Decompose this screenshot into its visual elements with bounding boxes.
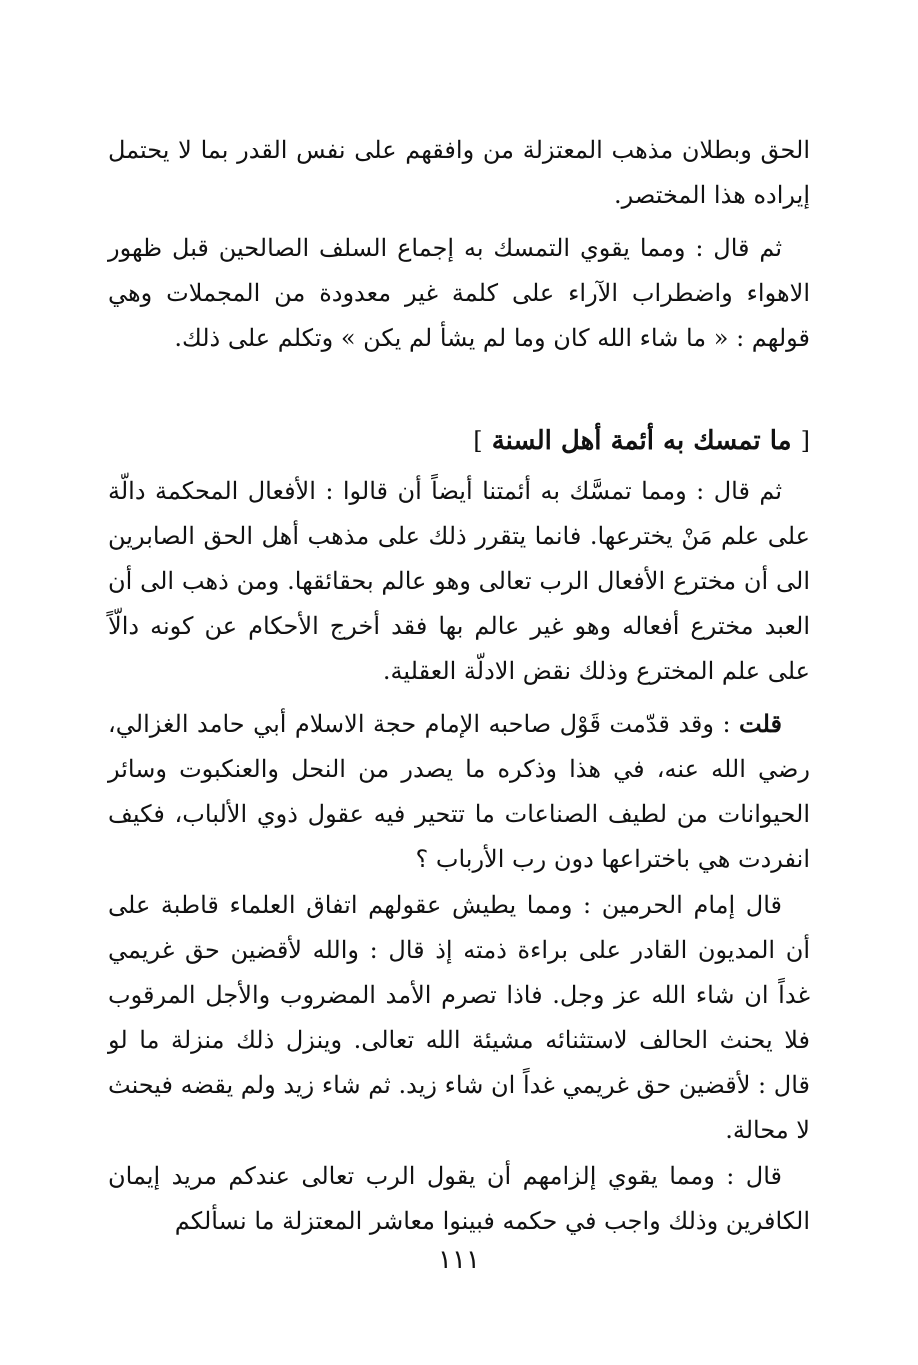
heading-open-bracket: [ — [800, 427, 810, 455]
section-heading — [473, 421, 810, 461]
paragraph-4 — [108, 701, 810, 882]
paragraph-1: الحق وبطلان مذهب المعتزلة من وافقهم على نفس القدر بما لا يحتمل إيراده هذا المختصر. — [108, 136, 810, 209]
page-number: ١١١ — [438, 1245, 480, 1275]
paragraph-6: قال : ومما يقوي إلزامهم أن يقول الرب تعالى عندكم مريد إيمان الكافرين وذلك واجب في حكمه فبينوا معاشر المعتزلة ما نسألكم — [108, 1162, 810, 1235]
paragraph-2: ثم قال : ومما يقوي التمسك به إجماع السلف الصالحين قبل ظهور الاهواء واضطراب الآراء على كلمة غير معدودة من المجملات وهي قولهم : « ما شاء الله كان وما لم يشأ لم يكن » وتكلم على ذلك. — [108, 234, 810, 352]
heading-title: ما تمسك به أئمة أهل السنة — [491, 426, 792, 456]
paragraph-4-lead: قلت — [739, 709, 782, 738]
paragraph-4-body: : وقد قدّمت قَوْل صاحبه الإمام حجة الاسلام أبي حامد الغزالي، رضي الله عنه، في هذا وذكره ما يصدر من النحل والعنكبوت وسائر الحيوانات من لطيف الصناعات ما تتحير فيه عقول ذوي الألباب، فكيف انفردت هي باختراعها دون رب الأرباب ؟ — [108, 710, 811, 873]
paragraph-5: قال إمام الحرمين : ومما يطيش عقولهم اتفاق العلماء قاطبة على أن المديون القادر على براءة ذمته إذ قال : والله لأقضين حق غريمي غداً ان شاء الله عز وجل. فاذا تصرم الأمد المضروب والأجل المرقوب فلا يحنث الحالف لاستثنائه مشيئة الله تعالى. وينزل ذلك منزلة ما لو قال : لأقضين حق غريمي غداً ان شاء زيد. ثم شاء زيد ولم يقضه فيحنث لا محالة. — [108, 891, 810, 1144]
heading-close-bracket: ] — [473, 427, 483, 455]
paragraph-3: ثم قال : ومما تمسَّك به أئمتنا أيضاً أن قالوا : الأفعال المحكمة دالّة على علم مَنْ يخترعها. فانما يتقرر ذلك على مذهب أهل الحق الصابرين الى أن مخترع الأفعال الرب تعالى وهو عالم بحقائقها. ومن ذهب الى أن العبد مخترع أفعاله وهو غير عالم بها فقد أخرج الأحكام عن كونه دالّاً على علم المخترع وذلك نقض الادلّة العقلية. — [108, 477, 810, 685]
